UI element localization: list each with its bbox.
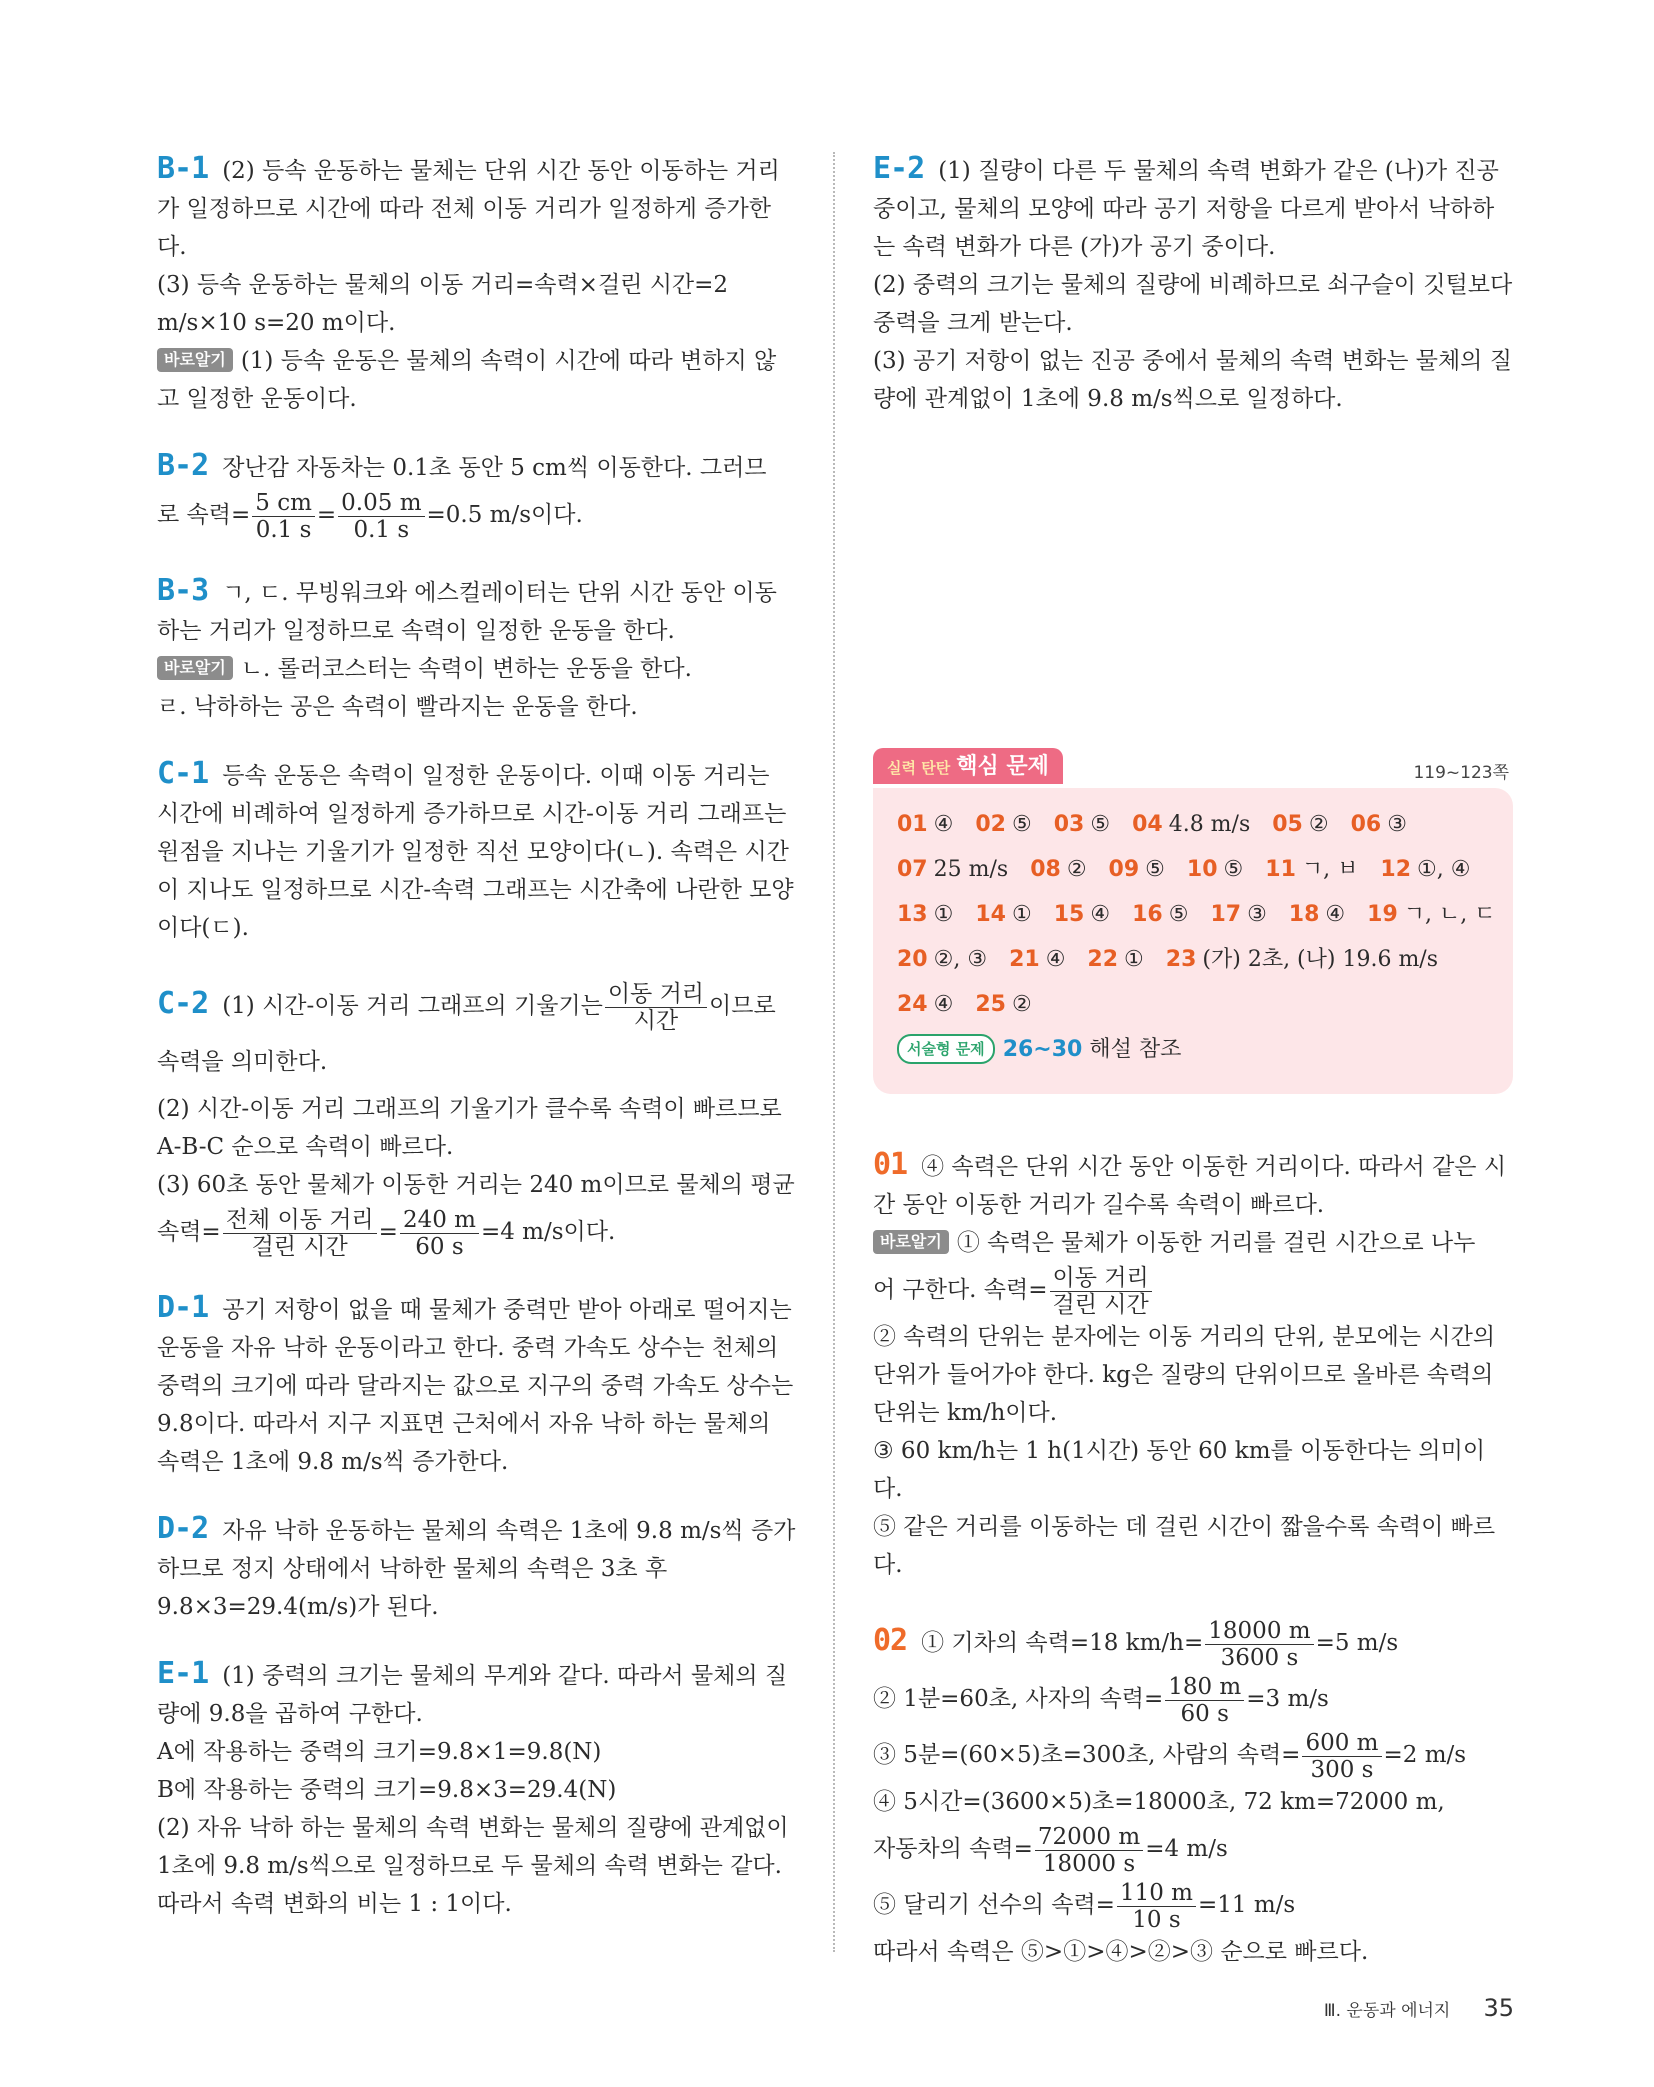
answer-number: 16 — [1132, 902, 1163, 927]
answer-number: 15 — [1053, 902, 1085, 927]
answer-value: ④ — [933, 992, 954, 1017]
text: ㄱ, ㄷ. 무빙워크와 에스컬레이터는 단위 시간 동안 이동하는 거리가 일정하므로 속력이 일정한 운동을 한다. — [157, 580, 777, 644]
answer-value: ④ — [1090, 902, 1111, 927]
answer-item — [1166, 937, 1438, 982]
section-label: E-1 — [157, 1656, 209, 1691]
section-q02: 02 ① 기차의 속력=18 km/h= $\frac{18000 m}{3600 s}$ =5 m/s ② 1분=60초, 사자의 속력= $\frac{180 m}{60 s}$ =3 m/s ③ 5분=(60×5)초=300초, 사람의 속력= $\frac{600 m}{300 s}$ =2 m/s ④ 5시간=(3600×5)초=18000초, 72 km=72000 m, 자동차의 속력= $\frac{72000 m}{18000 s}$ =4 m/s ⑤ 달리기 선수의 속력= $\frac{110 m}{10 s}$ =11 m/s 따라서 속력은 ⑤>①>④>②>③ 순으로 빠르다. — [873, 1613, 1513, 1971]
text: ① 속력은 물체가 이동한 거리를 걸린 시간으로 나누 — [956, 1230, 1476, 1256]
answer-value: ④ — [1045, 947, 1066, 972]
text: ㄴ. 롤러코스터는 속력이 변하는 운동을 한다. — [240, 656, 692, 682]
answer-number: 18 — [1288, 902, 1320, 927]
answer-item — [897, 982, 953, 1027]
answer-value: ② — [1066, 857, 1087, 882]
section-b1 — [157, 150, 797, 418]
answer-item — [1054, 892, 1110, 937]
section-e2 — [873, 150, 1513, 418]
answer-note: 서술형 문제 26~30 해설 참조 — [897, 1027, 1493, 1072]
answer-value: ①, ④ — [1417, 857, 1471, 882]
fraction: $\frac{0.05 m}{0.1 s}$ — [338, 490, 424, 543]
section-label: D-1 — [157, 1290, 209, 1325]
answer-item — [1187, 847, 1243, 892]
text: (3) 등속 운동하는 물체의 이동 거리=속력×걸린 시간=2 m/s×10 s=20 m이다. — [157, 272, 729, 336]
text: B에 작용하는 중력의 크기=9.8×3=29.4(N) — [157, 1777, 617, 1803]
answer-item — [1109, 847, 1165, 892]
answer-number: 13 — [897, 902, 928, 927]
equation: ③ 5분=(60×5)초=300초, 사람의 속력= $\frac{600 m}{300 s}$ =2 m/s — [873, 1729, 1467, 1783]
section-e1 — [157, 1655, 797, 1923]
text: (1) 질량이 다른 두 물체의 속력 변화가 같은 (나)가 진공 중이고, 물체의 모양에 따라 공기 저항을 다르게 받아서 낙하하는 속력 변화가 다른 (가)가 공기 중이다. — [873, 158, 1499, 260]
answer-number: 12 — [1380, 857, 1412, 882]
answer-value: ④ — [933, 812, 954, 837]
answer-item — [1054, 802, 1110, 847]
answer-number: 08 — [1030, 857, 1061, 882]
answer-item — [897, 937, 987, 982]
fraction: $\frac{180 m}{60 s}$ — [1165, 1674, 1244, 1727]
answer-number: 24 — [897, 992, 928, 1017]
answer-value: ④ — [1325, 902, 1346, 927]
equation: 자동차의 속력= $\frac{72000 m}{18000 s}$ =4 m/s — [873, 1823, 1228, 1877]
text: (2) 등속 운동하는 물체는 단위 시간 동안 이동하는 거리가 일정하므로 시간에 따라 전체 이동 거리가 일정하게 증가한다. — [157, 158, 780, 260]
answer-item — [897, 802, 953, 847]
answer-value: ③ — [1247, 902, 1267, 927]
answer-number: 03 — [1053, 812, 1085, 837]
fraction: $\frac{\text{이동 거리}}{\text{걸린 시간}}$ — [1050, 1265, 1152, 1318]
answer-value: ⑤ — [1145, 857, 1165, 882]
text: (1) 중력의 크기는 물체의 무게와 같다. 따라서 물체의 질량에 9.8을 곱하여 구한다. — [157, 1663, 788, 1727]
answer-item — [1367, 892, 1495, 937]
answer-value: ⑤ — [1090, 812, 1111, 837]
answer-value: (가) 2초, (나) 19.6 m/s — [1202, 947, 1439, 972]
correction-badge: 바로알기 — [157, 656, 233, 680]
answer-number: 21 — [1009, 947, 1040, 972]
correction-badge: 바로알기 — [157, 348, 233, 372]
question-label: 01 — [873, 1147, 908, 1182]
chapter-title: Ⅲ. 운동과 에너지 — [1323, 2001, 1451, 2021]
answer-item — [1265, 847, 1358, 892]
section-label: B-3 — [157, 573, 209, 608]
answer-row — [897, 937, 1493, 982]
text: ④ 5시간=(3600×5)초=18000초, 72 km=72000 m, — [873, 1789, 1445, 1815]
answer-item — [897, 847, 1008, 892]
equation: 속력= $\frac{\text{전체 이동 거리}}{\text{걸린 시간}}$ = $\frac{240 m}{60 s}$ =4 m/s이다. — [157, 1206, 616, 1260]
fraction: $\frac{110 m}{10 s}$ — [1117, 1880, 1196, 1933]
text: (2) 중력의 크기는 물체의 질량에 비례하므로 쇠구슬이 깃털보다 중력을 크게 받는다. — [873, 272, 1513, 336]
fraction: $\frac{\text{전체 이동 거리}}{\text{걸린 시간}}$ — [223, 1207, 377, 1260]
section-b2 — [157, 447, 797, 543]
answer-value: ② — [1011, 992, 1032, 1017]
answer-number: 20 — [897, 947, 928, 972]
section-label: C-1 — [157, 756, 209, 791]
left-column — [157, 150, 797, 1952]
text: (3) 공기 저항이 없는 진공 중에서 물체의 속력 변화는 물체의 질량에 관계없이 1초에 9.8 m/s씩으로 일정하다. — [873, 348, 1512, 412]
correction-badge: 바로알기 — [873, 1230, 949, 1254]
answer-number: 19 — [1367, 902, 1398, 927]
answer-value: 25 m/s — [933, 857, 1009, 882]
text: ⑤ 같은 거리를 이동하는 데 걸린 시간이 짧을수록 속력이 빠르다. — [873, 1514, 1496, 1578]
answer-number: 11 — [1265, 857, 1296, 882]
section-d2 — [157, 1510, 797, 1626]
equation: ⑤ 달리기 선수의 속력= $\frac{110 m}{10 s}$ =11 m/s — [873, 1879, 1296, 1933]
essay-badge: 서술형 문제 — [897, 1034, 995, 1064]
equation: ② 1분=60초, 사자의 속력= $\frac{180 m}{60 s}$ =3 m/s — [873, 1673, 1329, 1727]
answer-number: 01 — [897, 812, 928, 837]
equation: 어 구한다. 속력= $\frac{\text{이동 거리}}{\text{걸린 시간}}$ — [873, 1262, 1513, 1318]
column-divider — [833, 152, 835, 1952]
answer-key-tag: 실력 탄탄 핵심 문제 — [873, 748, 1063, 784]
answer-value: ② — [1308, 812, 1329, 837]
answer-item — [1380, 847, 1470, 892]
answer-value: ⑤ — [1223, 857, 1244, 882]
answer-item — [975, 982, 1031, 1027]
answer-item — [975, 802, 1031, 847]
text: 따라서 속력은 ⑤>①>④>②>③ 순으로 빠르다. — [873, 1939, 1369, 1965]
answer-number: 17 — [1210, 902, 1242, 927]
answer-item — [1009, 937, 1065, 982]
answer-rows — [897, 802, 1496, 1027]
answer-row — [897, 892, 1496, 937]
answer-number: 07 — [897, 857, 928, 882]
text: ㄹ. 낙하하는 공은 속력이 빨라지는 운동을 한다. — [157, 694, 638, 720]
answer-row — [897, 847, 1493, 892]
text: 공기 저항이 없을 때 물체가 중력만 받아 아래로 떨어지는 운동을 자유 낙하 운동이라고 한다. 중력 가속도 상수는 천체의 중력의 크기에 따라 달라지는 값으로 지구의 중력 가속도 상수는 9.8이다. 따라서 지구 지표면 근처에서 자유 낙하 하는 물체의 속력은 1초에 9.8 m/s씩 증가한다. — [157, 1297, 794, 1475]
page-number: 35 — [1483, 1994, 1514, 2022]
section-c2: C-2 (1) 시간-이동 거리 그래프의 기울기는 $\frac{\text{이동 거리}}{\text{시간}}$ 이므로 속력을 의미한다. (2) 시간-이동 거리 그래프의 기울기가 클수록 속력이 빠르므로 A-B-C 순으로 속력이 빠르다. (3) 60초 동안 물체가 이동한 거리는 240 m이므로 물체의 평균 속력= $\frac{\text{전체 이동 거리}}{\text{걸린 시간}}$ = $\frac{240 m}{60 s}$ =4 m/s이다. — [157, 976, 797, 1260]
fraction: $\frac{18000 m}{3600 s}$ — [1205, 1618, 1313, 1671]
right-column — [873, 150, 1513, 2000]
answer-number: 04 — [1132, 812, 1163, 837]
fraction: $\frac{5 cm}{0.1 s}$ — [252, 490, 315, 543]
text: 자유 낙하 운동하는 물체의 속력은 1초에 9.8 m/s씩 증가하므로 정지 상태에서 낙하한 물체의 속력은 3초 후 9.8×3=29.4(m/s)가 된다. — [157, 1518, 796, 1620]
answer-item — [1030, 847, 1086, 892]
answer-key-header — [873, 748, 1513, 788]
text: A에 작용하는 중력의 크기=9.8×1=9.8(N) — [157, 1739, 602, 1765]
section-d1 — [157, 1289, 797, 1481]
answer-value: ① — [1124, 947, 1144, 972]
text: (2) 자유 낙하 하는 물체의 속력 변화는 물체의 질량에 관계없이 1초에 9.8 m/s씩으로 일정하므로 두 물체의 속력 변화는 같다. 따라서 속력 변화의 비는 1 : 1이다. — [157, 1815, 789, 1917]
answer-number: 10 — [1186, 857, 1218, 882]
answer-value: ① — [1011, 902, 1032, 927]
section-c1 — [157, 755, 797, 947]
answer-number: 05 — [1272, 812, 1303, 837]
text: ④ 속력은 단위 시간 동안 이동한 거리이다. 따라서 같은 시간 동안 이동한 거리가 길수록 속력이 빠르다. — [873, 1154, 1507, 1218]
answer-item — [1132, 802, 1250, 847]
section-b3 — [157, 572, 797, 726]
section-label: B-2 — [157, 448, 209, 483]
answer-value: 4.8 m/s — [1168, 812, 1251, 837]
question-label: 02 — [873, 1623, 908, 1658]
section-label: E-2 — [873, 151, 925, 186]
answer-value: ⑤ — [1011, 812, 1032, 837]
answer-item — [1132, 892, 1188, 937]
answer-item — [897, 892, 953, 937]
answer-number: 14 — [975, 902, 1006, 927]
answer-item — [1210, 892, 1266, 937]
answer-row — [897, 802, 1493, 847]
text: 장난감 자동차는 0.1초 동안 5 cm씩 이동한다. 그러므 — [222, 455, 767, 481]
text: (1) 등속 운동은 물체의 속력이 시간에 따라 변하지 않고 일정한 운동이다. — [157, 348, 777, 412]
answer-item — [1272, 802, 1328, 847]
answer-item — [1087, 937, 1143, 982]
text: (3) 60초 동안 물체가 이동한 거리는 240 m이므로 물체의 평균 — [157, 1172, 795, 1198]
text: (2) 시간-이동 거리 그래프의 기울기가 클수록 속력이 빠르므로 A-B-C 순으로 속력이 빠르다. — [157, 1096, 782, 1160]
fraction: $\frac{600 m}{300 s}$ — [1302, 1730, 1381, 1783]
answer-number: 23 — [1165, 947, 1197, 972]
text: 등속 운동은 속력이 일정한 운동이다. 이때 이동 거리는 시간에 비례하여 일정하게 증가하므로 시간-이동 거리 그래프는 원점을 지나는 기울기가 일정한 직선 모양이다(ㄴ). 속력은 시간이 지나도 일정하므로 시간-속력 그래프는 시간축에 나란한 모양이다(ㄷ). — [157, 763, 794, 941]
answer-number: 25 — [975, 992, 1006, 1017]
answer-key-box — [873, 788, 1513, 1094]
answer-number: 22 — [1087, 947, 1119, 972]
section-q01 — [873, 1146, 1513, 1584]
answer-value: ③ — [1387, 812, 1407, 837]
answer-number: 06 — [1350, 812, 1382, 837]
page-footer — [1324, 1994, 1514, 2022]
answer-number: 09 — [1108, 857, 1140, 882]
answer-item — [1351, 802, 1407, 847]
fraction: $\frac{72000 m}{18000 s}$ — [1035, 1824, 1143, 1877]
answer-row — [897, 982, 1493, 1027]
answer-number: 02 — [975, 812, 1006, 837]
equation: 로 속력= $\frac{5 cm}{0.1 s}$ = $\frac{0.05 m}{0.1 s}$ =0.5 m/s이다. — [157, 489, 583, 543]
answer-value: ②, ③ — [933, 947, 988, 972]
fraction: $\frac{240 m}{60 s}$ — [400, 1207, 479, 1260]
text: ③ 60 km/h는 1 h(1시간) 동안 60 km를 이동한다는 의미이다. — [873, 1438, 1486, 1502]
answer-value: ⑤ — [1168, 902, 1189, 927]
page-range: 119~123쪽 — [1413, 763, 1509, 783]
section-label: B-1 — [157, 151, 209, 186]
answer-item — [1289, 892, 1345, 937]
section-label: C-2 — [157, 986, 209, 1021]
section-label: D-2 — [157, 1511, 209, 1546]
answer-value: ㄱ, ㅂ — [1301, 857, 1359, 882]
text: ② 속력의 단위는 분자에는 이동 거리의 단위, 분모에는 시간의 단위가 들어가야 한다. kg은 질량의 단위이므로 올바른 속력의 단위는 km/h이다. — [873, 1324, 1496, 1426]
answer-value: ① — [933, 902, 954, 927]
answer-value: ㄱ, ㄴ, ㄷ — [1403, 902, 1496, 927]
answer-item — [975, 892, 1031, 937]
fraction: $\frac{\text{이동 거리}}{\text{시간}}$ — [605, 981, 707, 1034]
